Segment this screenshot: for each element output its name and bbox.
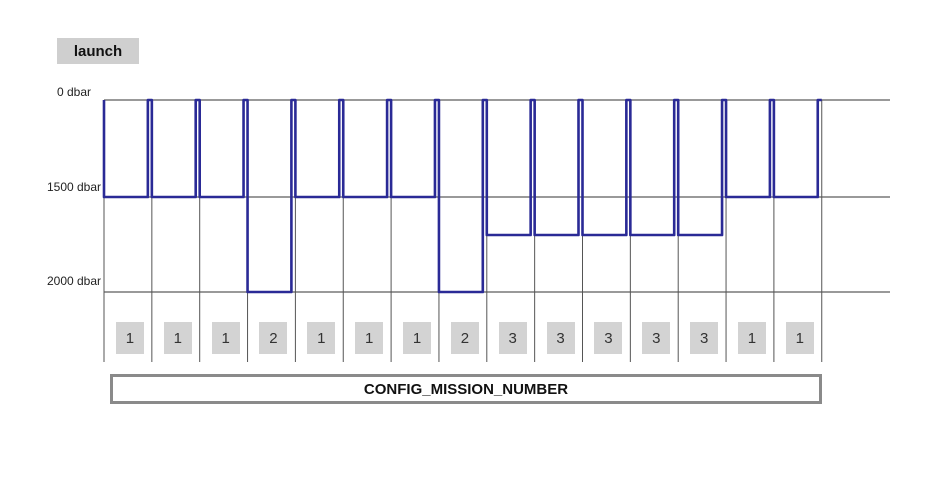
mission-number-box: 3	[594, 322, 622, 354]
launch-label: launch	[57, 38, 139, 64]
mission-number-box: 1	[307, 322, 335, 354]
mission-number-box: 3	[642, 322, 670, 354]
mission-number-box: 1	[403, 322, 431, 354]
mission-number-box: 3	[499, 322, 527, 354]
mission-number-box: 3	[690, 322, 718, 354]
mission-number-box: 3	[547, 322, 575, 354]
float-trajectory-line	[104, 100, 822, 292]
mission-number-box: 1	[212, 322, 240, 354]
mission-number-box: 1	[355, 322, 383, 354]
mission-number-box: 1	[738, 322, 766, 354]
mission-number-box: 1	[164, 322, 192, 354]
depth-label-surface: 0 dbar	[56, 85, 92, 99]
depth-label-profile: 2000 dbar	[46, 274, 102, 288]
mission-number-box: 2	[451, 322, 479, 354]
mission-number-box: 2	[259, 322, 287, 354]
mission-number-box: 1	[786, 322, 814, 354]
config-mission-number-bar: CONFIG_MISSION_NUMBER	[110, 374, 822, 404]
mission-number-box: 1	[116, 322, 144, 354]
depth-label-park: 1500 dbar	[46, 180, 102, 194]
